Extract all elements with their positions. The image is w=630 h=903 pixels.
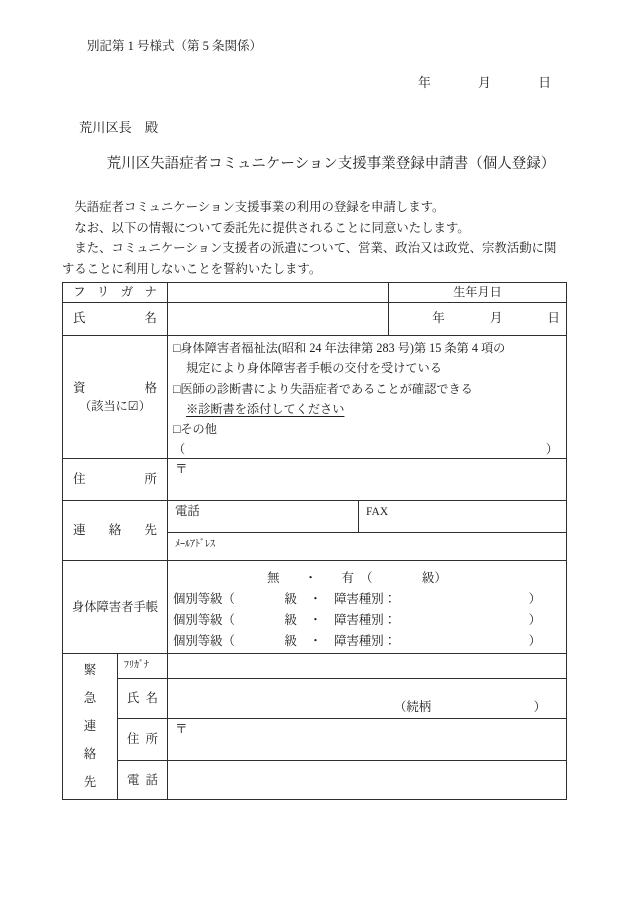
postal-mark: 〒 [175, 722, 188, 736]
none-have-grade-line[interactable]: 無 ・ 有 （ 級） [267, 571, 447, 585]
qualification-label: 資 格 [73, 380, 157, 395]
intro-line: 失語症者コミュニケーション支援事業の利用の登録を申請します。 [62, 200, 445, 214]
paren-close: ） [545, 442, 558, 457]
year-label: 年 [418, 76, 431, 90]
furigana-label: フ リ ガ ナ [73, 284, 157, 299]
registration-table [62, 282, 567, 800]
emergency-phone-label: 電 話 [127, 772, 158, 787]
addressee: 荒川区長 殿 [79, 120, 159, 135]
option-doctor-diagnosis[interactable]: □医師の診断書により失語症者であることが確認できる [173, 381, 473, 396]
emergency-phone-label-cell [118, 761, 168, 799]
contact-label-cell [63, 501, 168, 561]
intro-line: また、コミュニケーション支援者の派遣について、営業、政治又は政党、宗教活動に関 [62, 241, 557, 255]
emergency-furigana-label-cell [118, 654, 168, 679]
emergency-address-label-cell [118, 719, 168, 761]
other-detail-field[interactable] [173, 439, 558, 459]
intro-paragraph [62, 197, 602, 279]
birthdate-header-cell [389, 283, 566, 303]
intro-line: することに利用しないことを誓約いたします。 [62, 261, 322, 276]
relation-open: （続柄 [394, 700, 432, 715]
note-attach-diagnosis: ※診断書を添付してください [186, 401, 345, 416]
disability-certificate-input-cell[interactable] [168, 561, 566, 654]
qualification-sublabel: （該当に☑） [79, 398, 151, 413]
month-label: 月 [478, 76, 491, 90]
contact-label: 連 絡 先 [73, 522, 157, 537]
grade-line[interactable]: 個別等級（ 級 ・ 障害種別： ） [173, 634, 541, 648]
furigana-input-cell[interactable] [168, 283, 389, 303]
furigana-label-cell [63, 283, 168, 303]
email-input-cell[interactable] [168, 533, 566, 561]
option-disability-certificate[interactable]: □身体障害者福祉法(昭和 24 年法律第 283 号)第 15 条第 4 項の [173, 341, 506, 355]
qualification-label-cell [63, 336, 168, 459]
form-number: 別記第 1 号様式（第 5 条関係） [87, 39, 263, 53]
emergency-name-label-cell [118, 679, 168, 719]
name-input-cell[interactable] [168, 303, 389, 336]
paren-open: （ [173, 442, 186, 457]
disability-certificate-label: 身体障害者手帳 [71, 599, 159, 614]
grade-line[interactable]: 個別等級（ 級 ・ 障害種別： ） [173, 592, 541, 606]
day-label: 日 [547, 311, 560, 326]
address-label: 住 所 [73, 471, 157, 486]
postal-mark: 〒 [175, 462, 188, 476]
day-label: 日 [538, 76, 551, 90]
fax-label: FAX [366, 506, 389, 518]
address-input-cell[interactable] [168, 459, 566, 501]
option-disability-certificate-cont: 規定により身体障害者手帳の交付を受けている [186, 361, 442, 376]
grade-line[interactable]: 個別等級（ 級 ・ 障害種別： ） [173, 613, 541, 627]
emergency-contact-label: 緊 急 連 絡 先 [83, 663, 97, 790]
emergency-name-label: 氏 名 [127, 691, 158, 706]
qualification-input-cell [168, 336, 566, 459]
emergency-furigana-input-cell[interactable] [168, 654, 566, 679]
emergency-address-input-cell[interactable] [168, 719, 566, 761]
disability-certificate-label-cell [63, 561, 168, 654]
birthdate-input-cell[interactable] [389, 303, 566, 336]
intro-line: なお、以下の情報について委託先に提供されることに同意いたします。 [62, 220, 470, 235]
option-other[interactable]: □その他 [173, 422, 217, 437]
month-label: 月 [489, 311, 503, 326]
year-label: 年 [432, 311, 445, 326]
relation-field[interactable] [394, 700, 546, 715]
name-label: 氏 名 [73, 311, 157, 326]
emergency-name-input-cell[interactable] [168, 679, 566, 719]
birthdate-header: 生年月日 [453, 285, 502, 300]
phone-input-cell[interactable] [168, 501, 359, 533]
fax-input-cell[interactable] [359, 501, 566, 533]
emergency-phone-input-cell[interactable] [168, 761, 566, 799]
name-label-cell [63, 303, 168, 336]
address-label-cell [63, 459, 168, 501]
issue-date-line [418, 76, 551, 91]
relation-close: ） [533, 700, 546, 715]
email-label: ﾒｰﾙｱﾄﾞﾚｽ [175, 539, 215, 550]
emergency-address-label: 住 所 [127, 732, 158, 747]
phone-label: 電話 [175, 504, 200, 518]
page-title: 荒川区失語症者コミュニケーション支援事業登録申請書（個人登録） [106, 156, 556, 172]
emergency-contact-label-cell [63, 654, 118, 799]
emergency-furigana-label: ﾌﾘｶﾞﾅ [124, 660, 149, 671]
